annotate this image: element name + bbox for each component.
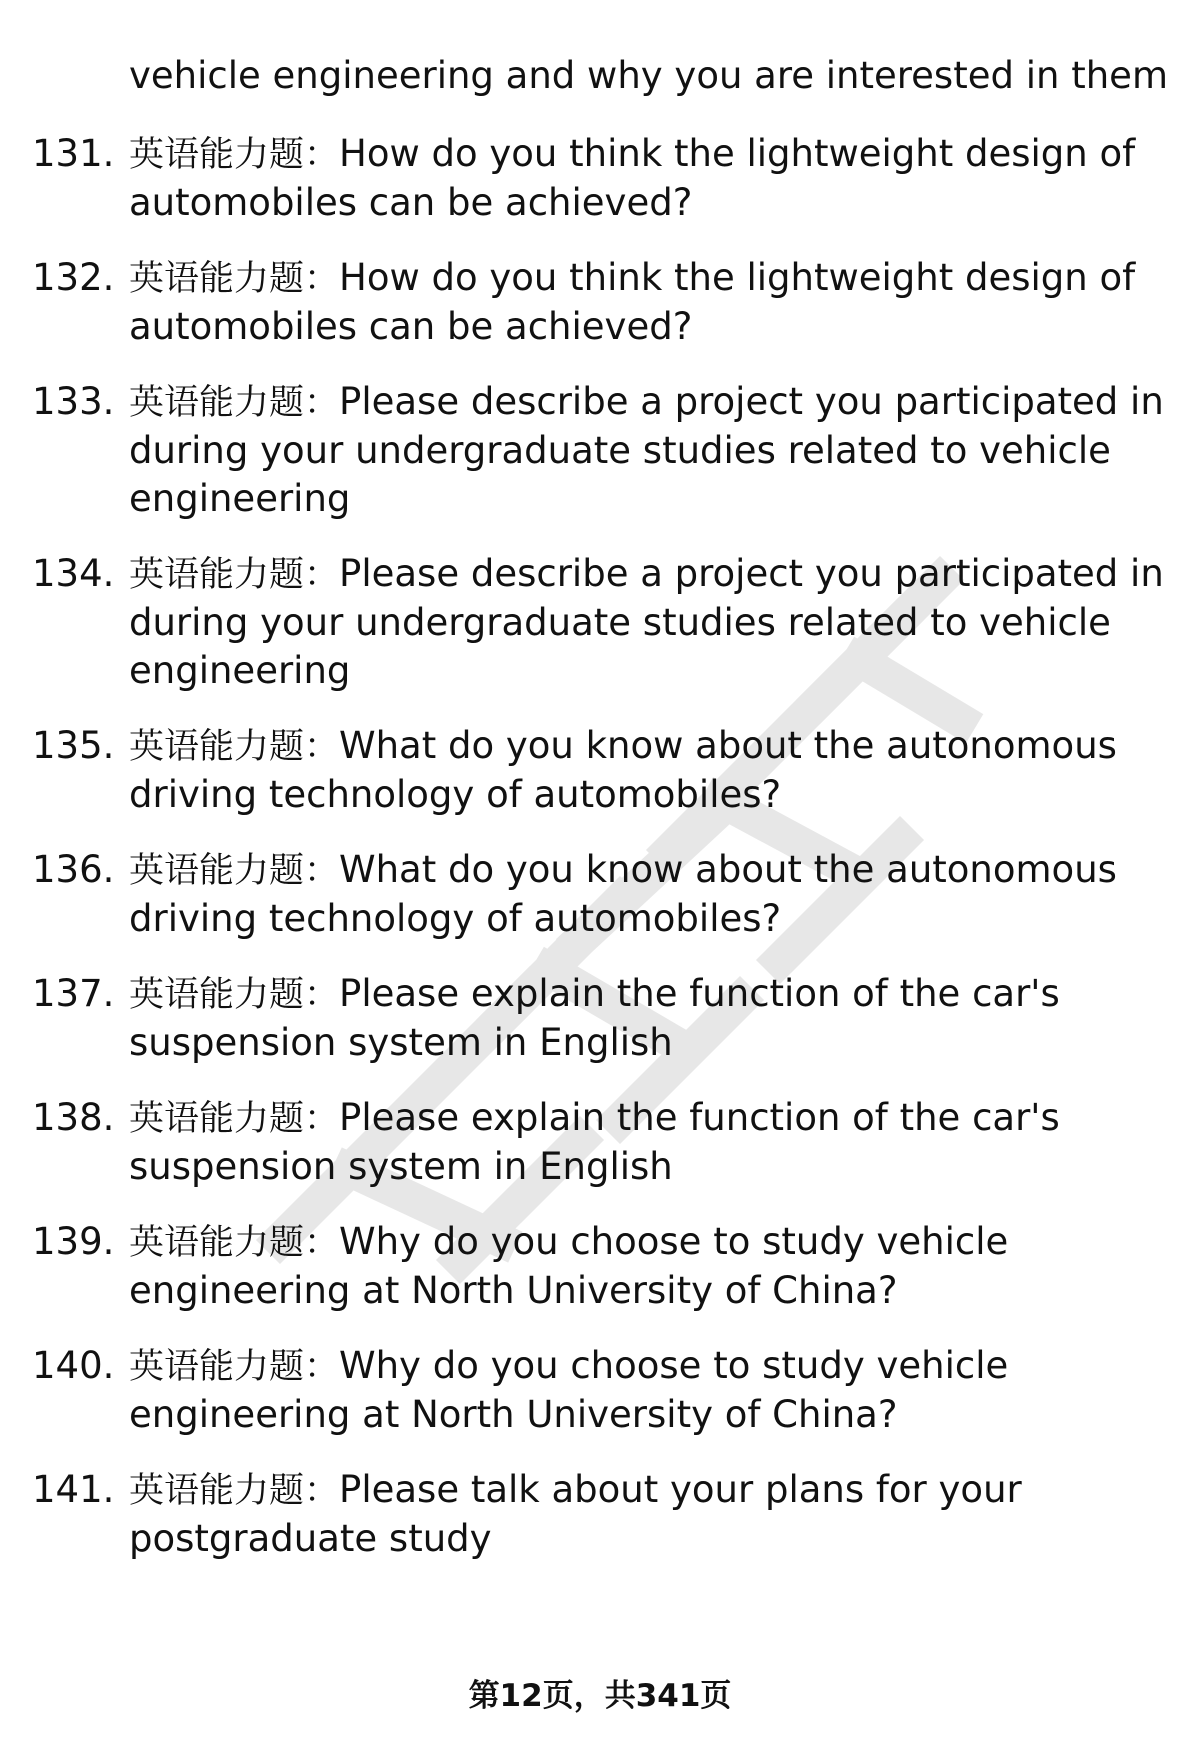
question-item bbox=[32, 1094, 1172, 1191]
question-body bbox=[129, 1094, 1172, 1191]
question-body bbox=[129, 1218, 1172, 1315]
question-item bbox=[32, 1466, 1172, 1563]
question-list bbox=[32, 52, 1172, 1590]
question-text: Please talk about your plans for your postgraduate study bbox=[129, 1468, 1022, 1560]
question-category: 英语能力题： bbox=[129, 727, 340, 767]
question-text: Why do you choose to study vehicle engineering at North University of China? bbox=[129, 1220, 1009, 1312]
question-item bbox=[32, 846, 1172, 943]
question-body bbox=[129, 846, 1172, 943]
question-number: 131. bbox=[32, 132, 115, 175]
question-category: 英语能力题： bbox=[129, 259, 340, 299]
question-text: What do you know about the autonomous driving technology of automobiles? bbox=[129, 848, 1117, 940]
question-text: Please describe a project you participated in during your undergraduate studies related to vehicle engineering bbox=[129, 380, 1164, 520]
question-text: What do you know about the autonomous driving technology of automobiles? bbox=[129, 724, 1117, 816]
question-category: 英语能力题： bbox=[129, 135, 340, 175]
question-body bbox=[129, 1342, 1172, 1439]
question-item bbox=[32, 550, 1172, 695]
question-item bbox=[32, 722, 1172, 819]
question-category: 英语能力题： bbox=[129, 1347, 340, 1387]
question-text: Please explain the function of the car's suspension system in English bbox=[129, 972, 1060, 1064]
question-number: 134. bbox=[32, 552, 115, 595]
question-category: 英语能力题： bbox=[129, 851, 340, 891]
question-category: 英语能力题： bbox=[129, 975, 340, 1015]
question-category: 英语能力题： bbox=[129, 1223, 340, 1263]
question-body bbox=[129, 130, 1172, 227]
question-text: Please describe a project you participated in during your undergraduate studies related to vehicle engineering bbox=[129, 552, 1164, 692]
question-number: 136. bbox=[32, 848, 115, 891]
question-category: 英语能力题： bbox=[129, 555, 340, 595]
page-footer: 第12页，共341页 bbox=[468, 1678, 732, 1714]
question-number: 138. bbox=[32, 1096, 115, 1139]
question-number: 132. bbox=[32, 256, 115, 299]
continuation-line: vehicle engineering and why you are interested in them bbox=[129, 54, 1168, 97]
question-item bbox=[32, 1342, 1172, 1439]
question-category: 英语能力题： bbox=[129, 1099, 340, 1139]
question-body bbox=[129, 722, 1172, 819]
question-item bbox=[32, 378, 1172, 523]
question-category: 英语能力题： bbox=[129, 383, 340, 423]
question-item bbox=[32, 1218, 1172, 1315]
question-body bbox=[129, 970, 1172, 1067]
question-text: Why do you choose to study vehicle engineering at North University of China? bbox=[129, 1344, 1009, 1436]
question-number: 139. bbox=[32, 1220, 115, 1263]
question-category: 英语能力题： bbox=[129, 1471, 340, 1511]
question-body bbox=[129, 1466, 1172, 1563]
question-number: 135. bbox=[32, 724, 115, 767]
question-body bbox=[129, 550, 1172, 695]
question-number: 141. bbox=[32, 1468, 115, 1511]
question-text: How do you think the lightweight design of automobiles can be achieved? bbox=[129, 256, 1136, 348]
question-body bbox=[129, 378, 1172, 523]
question-number: 140. bbox=[32, 1344, 115, 1387]
question-item bbox=[32, 130, 1172, 227]
question-number: 133. bbox=[32, 380, 115, 423]
question-text: How do you think the lightweight design of automobiles can be achieved? bbox=[129, 132, 1136, 224]
question-item bbox=[32, 970, 1172, 1067]
question-body bbox=[129, 254, 1172, 351]
question-text: Please explain the function of the car's suspension system in English bbox=[129, 1096, 1060, 1188]
question-number: 137. bbox=[32, 972, 115, 1015]
question-item bbox=[32, 254, 1172, 351]
